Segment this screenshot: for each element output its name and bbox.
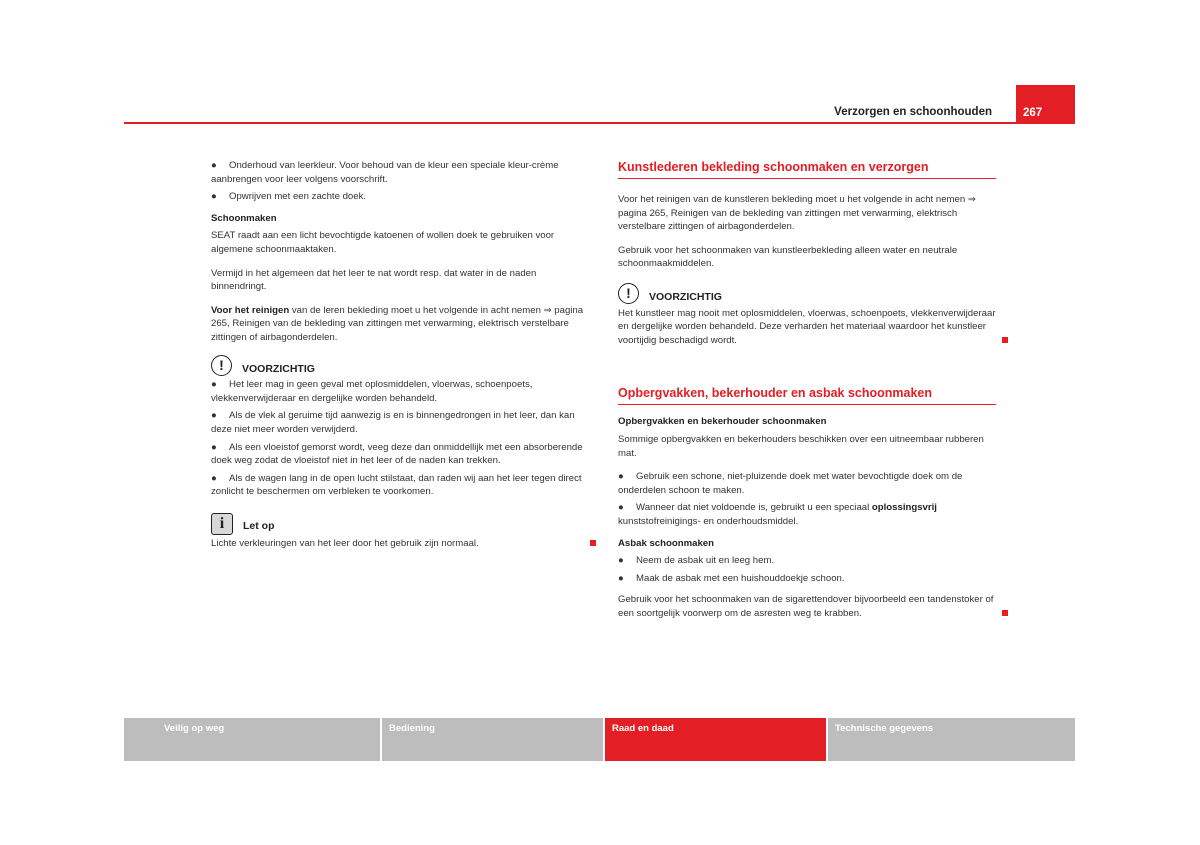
right-column	[618, 159, 996, 620]
paragraph: Sommige opbergvakken en bekerhouders beschikken over een uitneembaar rubberen mat.	[618, 433, 984, 459]
footer-tab-veilig-op-weg[interactable]: Veilig op weg	[124, 718, 380, 761]
list-item: ● Maak de asbak met een huishouddoekje schoon.	[618, 572, 845, 584]
caution-icon: !	[618, 283, 639, 304]
paragraph: Vermijd in het algemeen dat het leer te nat wordt resp. dat water in de naden binnendringt.	[211, 267, 537, 293]
paragraph: Voor het reinigen van de kunstleren bekleding moet u het volgende in acht nemen ⇒ pagina 265, Reinigen van de bekleding van zittingen met verwarming, elektrisch verstelbare zittingen of airbagonderdelen.	[618, 194, 976, 233]
page-number: 267	[1016, 85, 1075, 124]
warning-label: VOORZICHTIG	[649, 290, 722, 303]
warning-text: Het kunstleer mag nooit met oplosmiddelen, vloerwas, schoenpoets, vlekkenverwijderaar en dergelijke worden behandeld. Deze verharden het materiaal waardoor het kunstleer voortijdig beschadigd wordt.	[618, 307, 996, 348]
section-title-opbergvakken: Opbergvakken, bekerhouder en asbak schoonmaken	[618, 385, 996, 405]
page-header-title: Verzorgen en schoonhouden	[834, 106, 992, 118]
list-item: ● Het leer mag in geen geval met oplosmiddelen, vloerwas, schoenpoets, vlekkenverwijderaar en dergelijke worden behandeld.	[211, 379, 533, 404]
note-text: Lichte verkleuringen van het leer door het gebruik zijn normaal.	[211, 537, 584, 551]
footer-tab-technische-gegevens[interactable]: Technische gegevens	[828, 718, 1075, 761]
list-item: ● Neem de asbak uit en leeg hem.	[618, 555, 775, 567]
list-item: ● Onderhoud van leerkleur. Voor behoud van de kleur een speciale kleur-crème aanbrengen voor leer volgens voorschrift.	[211, 160, 559, 185]
header-rule	[124, 122, 1075, 124]
info-icon: i	[211, 513, 233, 535]
caution-icon: !	[211, 355, 232, 376]
note-label: Let op	[243, 520, 275, 533]
footer-tab-raad-en-daad[interactable]: Raad en daad	[605, 718, 826, 761]
list-item: ● Opwrijven met een zachte doek.	[211, 191, 367, 203]
list-item: ● Gebruik een schone, niet-pluizende doek met water bevochtigde doek om de onderdelen schoon te maken.	[618, 471, 963, 496]
left-column	[211, 159, 584, 550]
subheading: Opbergvakken en bekerhouder schoonmaken	[618, 416, 827, 428]
end-of-section-marker	[1002, 337, 1008, 343]
footer-tab-bediening[interactable]: Bediening	[382, 718, 603, 761]
end-of-section-marker	[590, 540, 596, 546]
end-of-section-marker	[1002, 610, 1008, 616]
list-item: ● Als een vloeistof gemorst wordt, veeg deze dan onmiddellijk met een absorberende doek weg zodat de vloeistof niet in het leer of de naden kan trekken.	[211, 441, 583, 467]
section-title-kunstleder: Kunstlederen bekleding schoonmaken en verzorgen	[618, 159, 996, 179]
subheading: Asbak schoonmaken	[618, 537, 714, 549]
subheading-schoonmaken: Schoonmaken	[211, 212, 277, 224]
paragraph: Gebruik voor het schoonmaken van de sigarettendover bijvoorbeeld een tandenstoker of een soortgelijk voorwerp om de asresten weg te krabben.	[618, 593, 996, 620]
note-header	[211, 513, 584, 535]
list-item: ● Als de wagen lang in de open lucht stilstaat, dan raden wij aan het leer tegen direct zonlicht te beschermen om verbleken te voorkomen.	[211, 472, 582, 498]
list-item: ● Wanneer dat niet voldoende is, gebruikt u een speciaal oplossingsvrij kunststofreinigings- en onderhoudsmiddel.	[618, 502, 937, 527]
paragraph: Gebruik voor het schoonmaken van kunstleerbekleding alleen water en neutrale schoonmaakmiddelen.	[618, 244, 958, 270]
paragraph: Voor het reinigen van de leren bekleding moet u het volgende in acht nemen ⇒ pagina 265, Reinigen van de bekleding van zittingen met verwarming, elektrisch verstelbare zittingen of airbagonderdelen.	[211, 304, 584, 343]
warning-header	[211, 355, 584, 377]
paragraph: SEAT raadt aan een licht bevochtigde katoenen of wollen doek te gebruiken voor algemene schoonmaaktaken.	[211, 230, 555, 255]
list-item: ● Als de vlek al geruime tijd aanwezig is en is binnengedrongen in het leer, dan kan deze niet meer worden verwijderd.	[211, 410, 575, 435]
warning-header	[618, 283, 996, 305]
warning-label: VOORZICHTIG	[242, 362, 315, 375]
